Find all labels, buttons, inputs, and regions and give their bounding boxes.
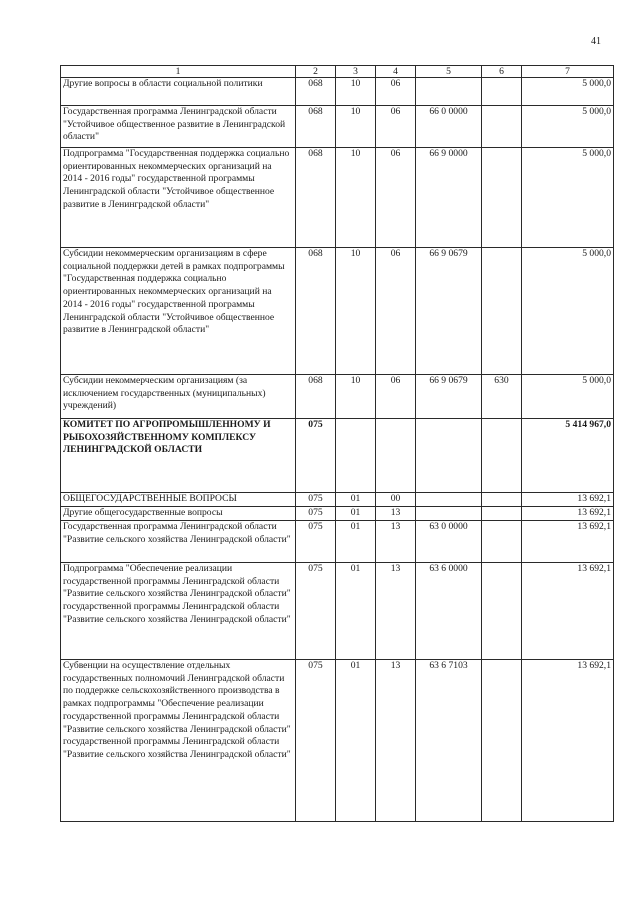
row-subsection-code-cell: 13 xyxy=(376,660,416,822)
row-expense-type-cell xyxy=(482,493,522,507)
row-subsection-code-cell: 00 xyxy=(376,493,416,507)
row-section-code-cell: 01 xyxy=(336,493,376,507)
row-section-code-cell: 10 xyxy=(336,106,376,148)
row-subsection-code-cell: 06 xyxy=(376,248,416,375)
table-row xyxy=(61,419,614,493)
row-name-cell: Другие общегосударственные вопросы xyxy=(61,507,296,521)
row-name-cell: Субвенции на осуществление отдельных государственных полномочий Ленинградской области по поддержке сельскохозяйственного производства в рамках подпрограммы "Обеспечение реализации государственной программы Ленинградской области "Развитие сельского хозяйства Ленинградской области" государственной программы Ленинградской области "Развитие сельского хозяйства Ленинградской области" xyxy=(61,660,296,822)
row-department-code-cell: 075 xyxy=(296,507,336,521)
row-name-cell: Субсидии некоммерческим организациям в сфере социальной поддержки детей в рамках подпрограммы "Государственная поддержка социально ориентированных некоммерческих организаций на 2014 - 2016 годы" государственной программы Ленинградской области "Устойчивое общественное развитие в Ленинградской области" xyxy=(61,248,296,375)
column-number-row xyxy=(61,66,614,78)
row-section-code-cell: 01 xyxy=(336,660,376,822)
row-amount-cell: 13 692,1 xyxy=(522,521,614,563)
row-subsection-code-cell: 06 xyxy=(376,375,416,419)
row-target-article-cell: 66 9 0679 xyxy=(416,248,482,375)
table-row xyxy=(61,521,614,563)
column-header-2: 2 xyxy=(296,66,336,78)
row-amount-cell: 5 000,0 xyxy=(522,106,614,148)
row-section-code-cell: 10 xyxy=(336,148,376,248)
row-expense-type-cell xyxy=(482,148,522,248)
table-row xyxy=(61,106,614,148)
row-target-article-cell: 66 9 0679 xyxy=(416,375,482,419)
row-expense-type-cell xyxy=(482,419,522,493)
row-target-article-cell xyxy=(416,78,482,106)
row-subsection-code-cell: 13 xyxy=(376,563,416,660)
row-name-cell: Субсидии некоммерческим организациям (за исключением государственных (муниципальных) учреждений) xyxy=(61,375,296,419)
row-expense-type-cell: 630 xyxy=(482,375,522,419)
row-target-article-cell: 63 6 0000 xyxy=(416,563,482,660)
row-expense-type-cell xyxy=(482,521,522,563)
column-header-6: 6 xyxy=(482,66,522,78)
row-amount-cell: 5 414 967,0 xyxy=(522,419,614,493)
row-department-code-cell: 068 xyxy=(296,375,336,419)
row-amount-cell: 13 692,1 xyxy=(522,507,614,521)
row-target-article-cell: 66 0 0000 xyxy=(416,106,482,148)
row-subsection-code-cell: 06 xyxy=(376,78,416,106)
row-subsection-code-cell: 06 xyxy=(376,106,416,148)
row-expense-type-cell xyxy=(482,563,522,660)
row-amount-cell: 5 000,0 xyxy=(522,375,614,419)
table-row xyxy=(61,148,614,248)
row-name-cell: Другие вопросы в области социальной политики xyxy=(61,78,296,106)
column-header-3: 3 xyxy=(336,66,376,78)
row-section-code-cell: 10 xyxy=(336,248,376,375)
row-expense-type-cell xyxy=(482,106,522,148)
row-section-code-cell: 10 xyxy=(336,78,376,106)
column-header-7: 7 xyxy=(522,66,614,78)
table-row xyxy=(61,493,614,507)
row-section-code-cell: 01 xyxy=(336,521,376,563)
row-subsection-code-cell: 06 xyxy=(376,148,416,248)
row-name-cell: Подпрограмма "Государственная поддержка социально ориентированных некоммерческих организаций на 2014 - 2016 годы" государственной программы Ленинградской области "Устойчивое общественное развитие в Ленинградской области" xyxy=(61,148,296,248)
row-subsection-code-cell: 13 xyxy=(376,521,416,563)
table-row xyxy=(61,660,614,822)
row-department-code-cell: 068 xyxy=(296,106,336,148)
row-department-code-cell: 075 xyxy=(296,563,336,660)
row-target-article-cell: 63 6 7103 xyxy=(416,660,482,822)
row-target-article-cell: 66 9 0000 xyxy=(416,148,482,248)
row-amount-cell: 13 692,1 xyxy=(522,493,614,507)
row-amount-cell: 13 692,1 xyxy=(522,660,614,822)
row-name-cell: Государственная программа Ленинградской области "Устойчивое общественное развитие в Ленинградской области" xyxy=(61,106,296,148)
row-expense-type-cell xyxy=(482,660,522,822)
row-name-cell: Подпрограмма "Обеспечение реализации государственной программы Ленинградской области "Развитие сельского хозяйства Ленинградской области" государственной программы Ленинградской области "Развитие сельского хозяйства Ленинградской области" xyxy=(61,563,296,660)
row-section-code-cell: 01 xyxy=(336,563,376,660)
row-expense-type-cell xyxy=(482,507,522,521)
row-expense-type-cell xyxy=(482,248,522,375)
table-row xyxy=(61,507,614,521)
budget-table xyxy=(60,65,614,822)
row-department-code-cell: 068 xyxy=(296,148,336,248)
row-amount-cell: 5 000,0 xyxy=(522,78,614,106)
column-header-4: 4 xyxy=(376,66,416,78)
row-name-cell: ОБЩЕГОСУДАРСТВЕННЫЕ ВОПРОСЫ xyxy=(61,493,296,507)
row-amount-cell: 13 692,1 xyxy=(522,563,614,660)
row-target-article-cell xyxy=(416,419,482,493)
row-amount-cell: 5 000,0 xyxy=(522,248,614,375)
column-header-1: 1 xyxy=(61,66,296,78)
row-subsection-code-cell: 13 xyxy=(376,507,416,521)
row-subsection-code-cell xyxy=(376,419,416,493)
row-name-cell: КОМИТЕТ ПО АГРОПРОМЫШЛЕННОМУ И РЫБОХОЗЯЙСТВЕННОМУ КОМПЛЕКСУ ЛЕНИНГРАДСКОЙ ОБЛАСТИ xyxy=(61,419,296,493)
table-row xyxy=(61,248,614,375)
row-amount-cell: 5 000,0 xyxy=(522,148,614,248)
row-section-code-cell: 10 xyxy=(336,375,376,419)
table-row xyxy=(61,375,614,419)
row-target-article-cell: 63 0 0000 xyxy=(416,521,482,563)
page-number: 41 xyxy=(591,36,601,47)
row-name-cell: Государственная программа Ленинградской области "Развитие сельского хозяйства Ленинградской области" xyxy=(61,521,296,563)
table-row xyxy=(61,78,614,106)
row-expense-type-cell xyxy=(482,78,522,106)
table-row xyxy=(61,563,614,660)
column-header-5: 5 xyxy=(416,66,482,78)
row-department-code-cell: 075 xyxy=(296,419,336,493)
row-target-article-cell xyxy=(416,493,482,507)
row-department-code-cell: 075 xyxy=(296,521,336,563)
row-department-code-cell: 075 xyxy=(296,493,336,507)
row-department-code-cell: 068 xyxy=(296,248,336,375)
row-target-article-cell xyxy=(416,507,482,521)
row-section-code-cell xyxy=(336,419,376,493)
row-department-code-cell: 075 xyxy=(296,660,336,822)
row-department-code-cell: 068 xyxy=(296,78,336,106)
row-section-code-cell: 01 xyxy=(336,507,376,521)
